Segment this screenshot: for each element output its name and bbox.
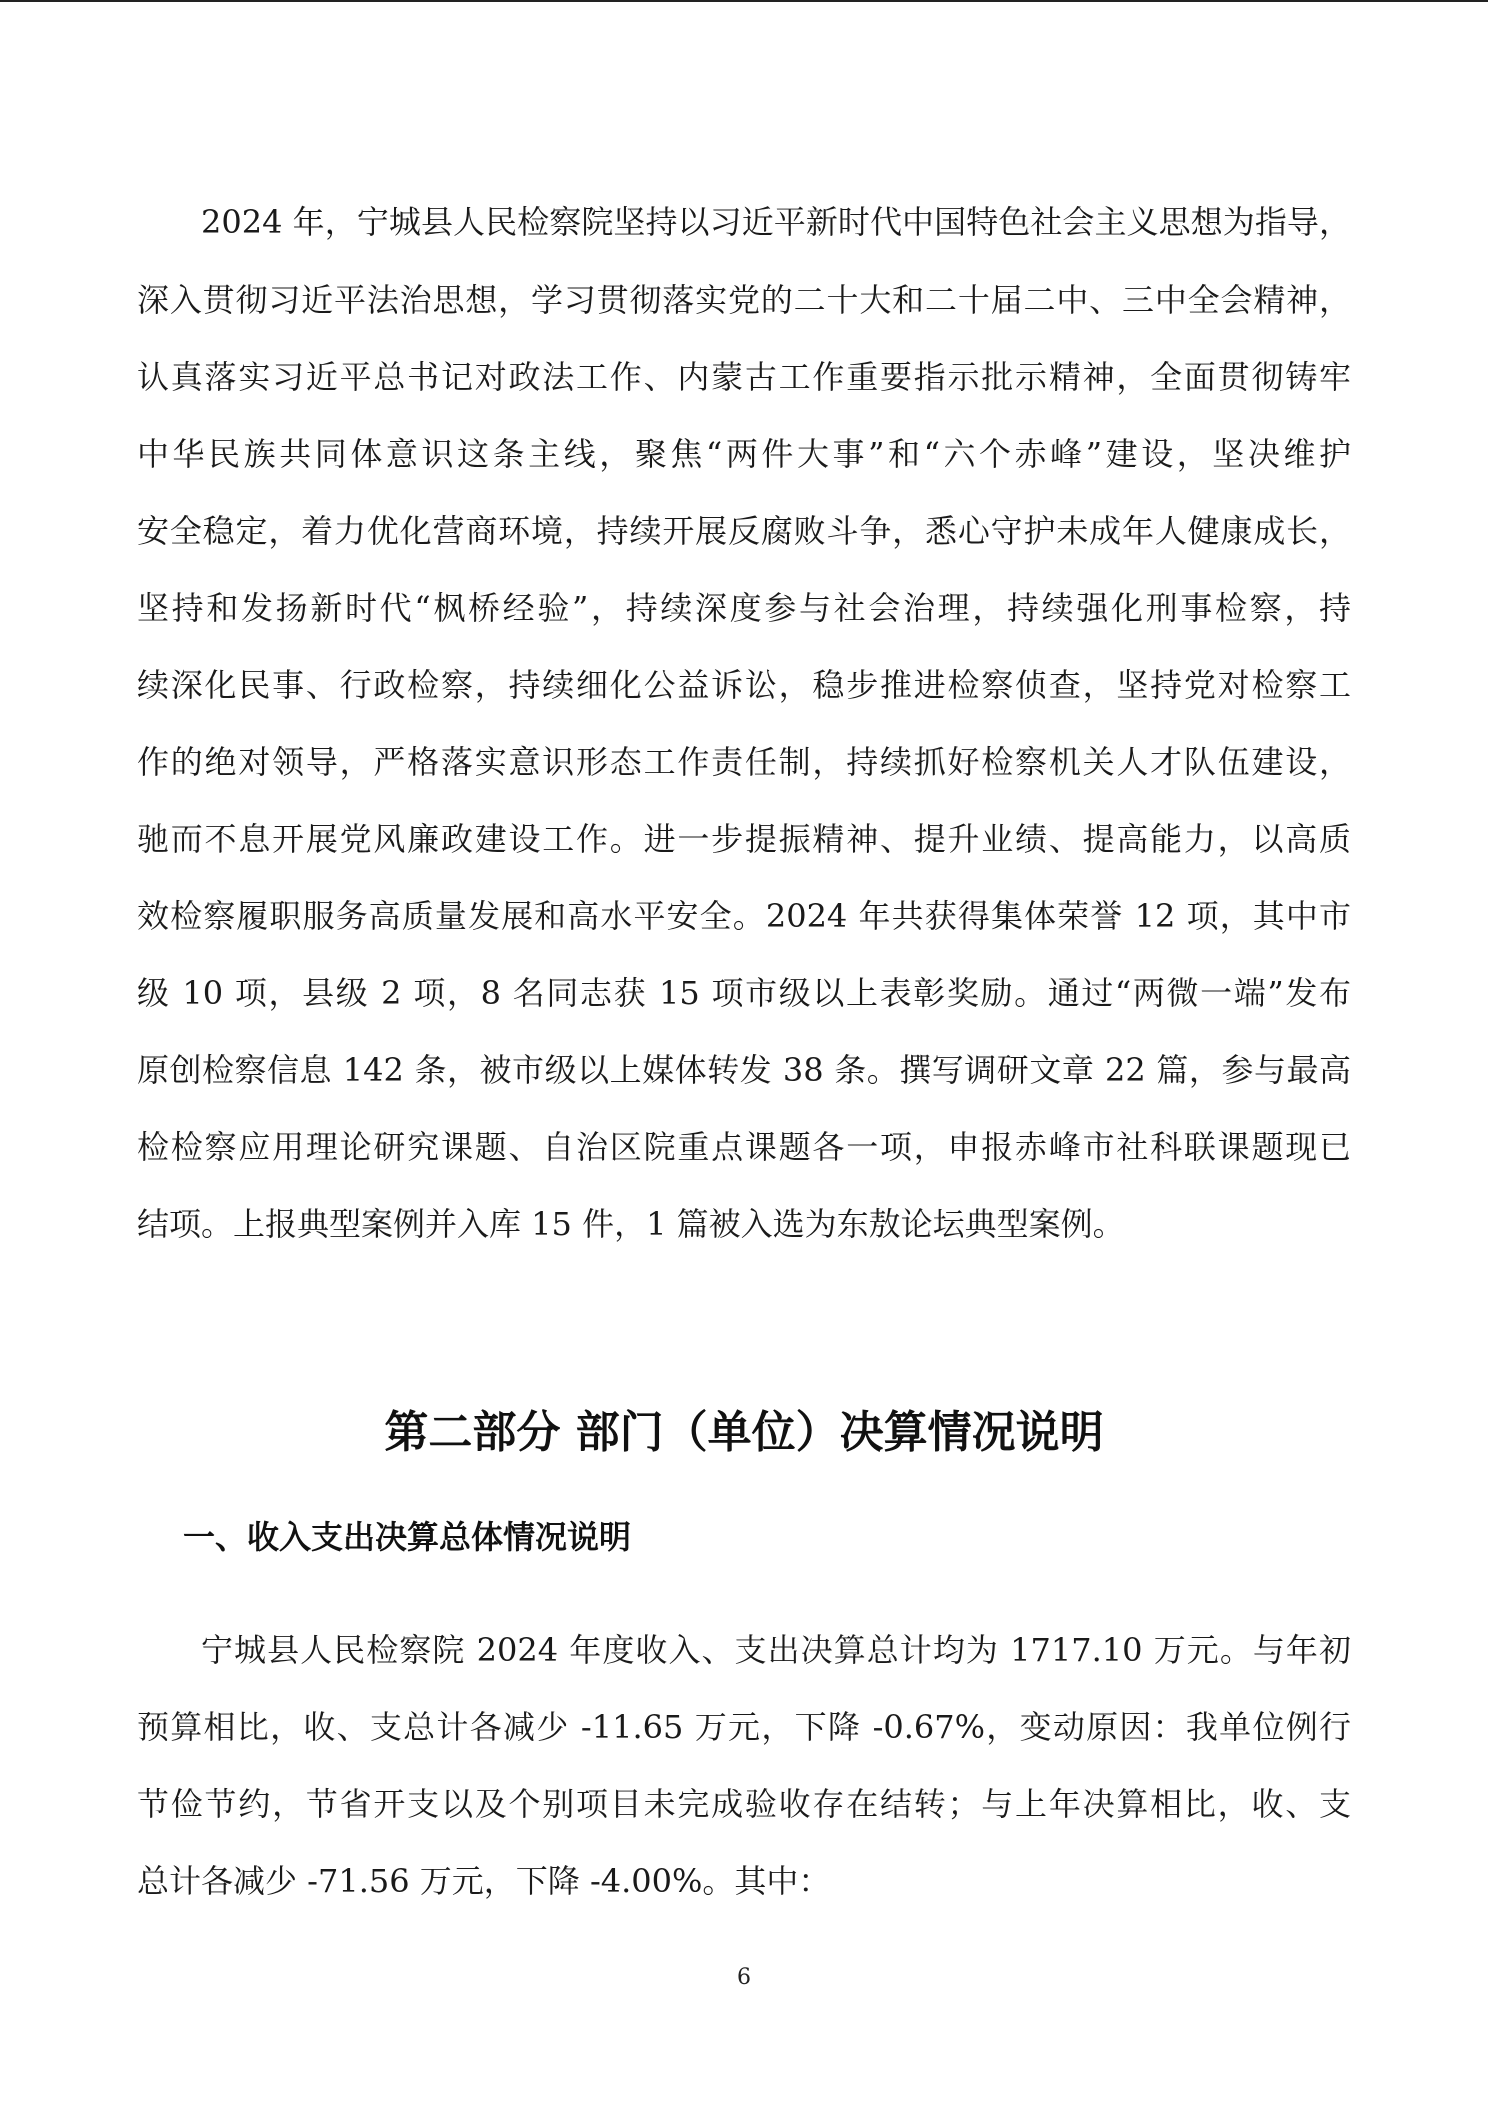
body-line: 深入贯彻习近平法治思想，学习贯彻落实党的二十大和二十届二中、三中全会精神， — [137, 281, 1351, 319]
body-line: 坚持和发扬新时代“枫桥经验”，持续深度参与社会治理，持续强化刑事检察，持 — [137, 589, 1351, 627]
page-number: 6 — [737, 1965, 751, 1990]
body-line: 节俭节约，节省开支以及个别项目未完成验收存在结转；与上年决算相比，收、支 — [137, 1785, 1351, 1823]
body-line: 驰而不息开展党风廉政建设工作。进一步提振精神、提升业绩、提高能力，以高质 — [137, 820, 1351, 858]
subheading: 一、收入支出决算总体情况说明 — [183, 1518, 632, 1556]
body-line: 原创检察信息 142 条，被市级以上媒体转发 38 条。撰写调研文章 22 篇，参与最高 — [137, 1051, 1351, 1089]
section-title: 第二部分 部门（单位）决算情况说明 — [384, 1407, 1104, 1458]
body-line: 级 10 项，县级 2 项，8 名同志获 15 项市级以上表彰奖励。通过“两微一端”发布 — [137, 974, 1351, 1012]
body-line: 预算相比，收、支总计各减少 -11.65 万元，下降 -0.67%，变动原因：我单位例行 — [137, 1708, 1351, 1746]
body-line: 续深化民事、行政检察，持续细化公益诉讼，稳步推进检察侦查，坚持党对检察工 — [137, 666, 1351, 704]
body-line: 安全稳定，着力优化营商环境，持续开展反腐败斗争，悉心守护未成年人健康成长， — [137, 512, 1351, 550]
body-line: 检检察应用理论研究课题、自治区院重点课题各一项，申报赤峰市社科联课题现已 — [137, 1128, 1351, 1166]
body-line: 作的绝对领导，严格落实意识形态工作责任制，持续抓好检察机关人才队伍建设， — [137, 743, 1351, 781]
body-line: 中华民族共同体意识这条主线，聚焦“两件大事”和“六个赤峰”建设，坚决维护 — [137, 435, 1351, 473]
body-line: 效检察履职服务高质量发展和高水平安全。2024 年共获得集体荣誉 12 项，其中市 — [137, 897, 1351, 935]
body-line: 总计各减少 -71.56 万元，下降 -4.00%。其中： — [137, 1862, 831, 1900]
body-line: 2024 年，宁城县人民检察院坚持以习近平新时代中国特色社会主义思想为指导， — [201, 203, 1351, 241]
body-line: 宁城县人民检察院 2024 年度收入、支出决算总计均为 1717.10 万元。与年初 — [201, 1631, 1351, 1669]
body-line: 结项。上报典型案例并入库 15 件，1 篇被入选为东敖论坛典型案例。 — [137, 1205, 1125, 1243]
body-line: 认真落实习近平总书记对政法工作、内蒙古工作重要指示批示精神，全面贯彻铸牢 — [137, 358, 1351, 396]
